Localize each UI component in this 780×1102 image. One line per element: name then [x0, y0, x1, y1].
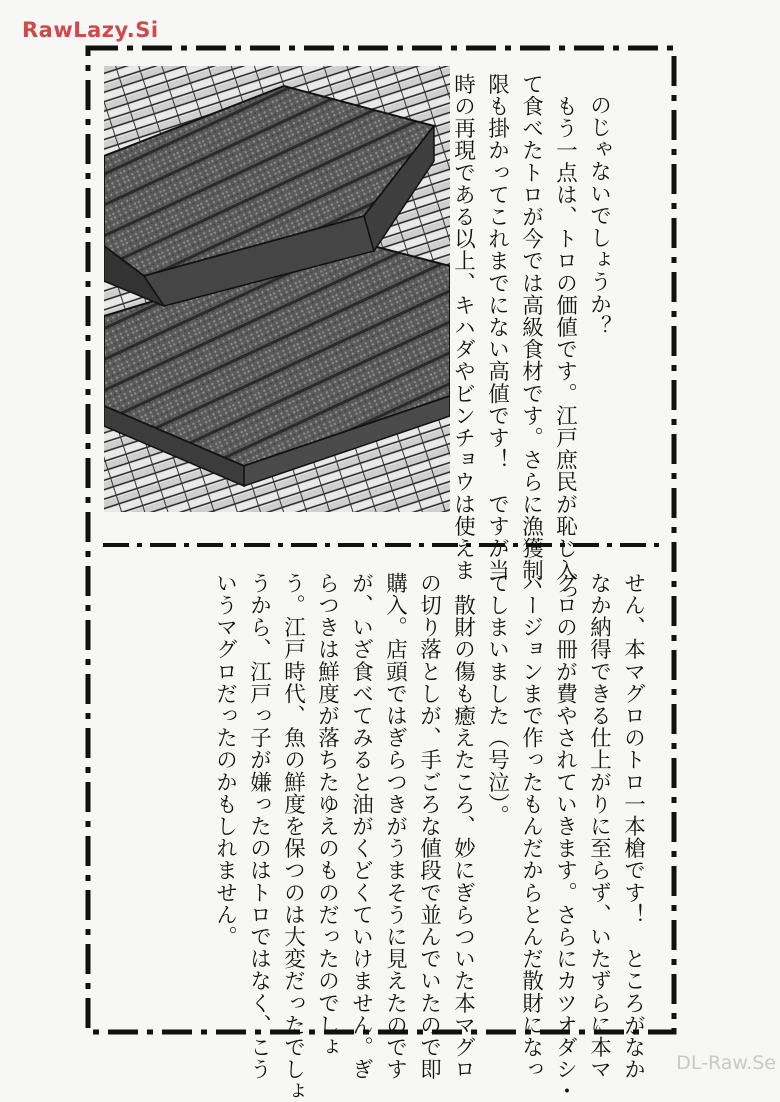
upper-text-column: 時の再現である以上、キハダやビンチョウは使えま: [450, 73, 476, 582]
lower-text-column: てしまいました（号泣）。: [484, 572, 510, 827]
upper-text-column: て食べたトロが今では高級食材です。さらに漁獲制: [518, 73, 544, 582]
lower-text-column: グロの冊が費やされていきます。さらにカツオダシ・: [552, 572, 578, 1102]
upper-text-column: 限も掛かってこれまでにない高値です！ ですが当: [484, 73, 510, 582]
lower-text-column: 散財の傷も癒えたころ、妙にぎらついた本マグロ: [450, 572, 476, 1081]
lower-text-column: せん、本マグロのトロ一本槍です！ ところがなか: [620, 572, 646, 1081]
lower-text-column: バージョンまで作ったもんだからとんだ散財になっ: [518, 572, 544, 1081]
lower-text-column: う。江戸時代、魚の鮮度を保つのは大変だったでしょ: [280, 572, 306, 1102]
upper-text-column: のじゃないでしょうか？: [586, 94, 612, 338]
lower-text-column: 購入。店頭ではぎらつきがうまそうに見えたのです: [382, 572, 408, 1081]
lower-text-column: らつきは鮮度が落ちたゆえのものだったのでしょ: [314, 572, 340, 1059]
watermark-top: RawLazy.Si: [22, 18, 159, 42]
lower-text-column: の切り落としが、手ごろな値段で並んでいたので即: [416, 572, 442, 1081]
lower-text-column: なか納得できる仕上がりに至らず、いたずらに本マ: [586, 572, 612, 1081]
tuna-illustration: [104, 66, 450, 512]
upper-text-column: もう一点は、トロの価値です。江戸庶民が恥じ入っ: [552, 73, 578, 604]
lower-text-column: うから、江戸っ子が嫌ったのはトロではなく、こう: [246, 572, 272, 1081]
watermark-bottom: DL-Raw.Se: [676, 1052, 776, 1074]
lower-text-column: いうマグロだったのかもしれません。: [212, 572, 238, 948]
lower-text-column: が、いざ食べてみると油がくどくていけません。ぎ: [348, 572, 374, 1081]
